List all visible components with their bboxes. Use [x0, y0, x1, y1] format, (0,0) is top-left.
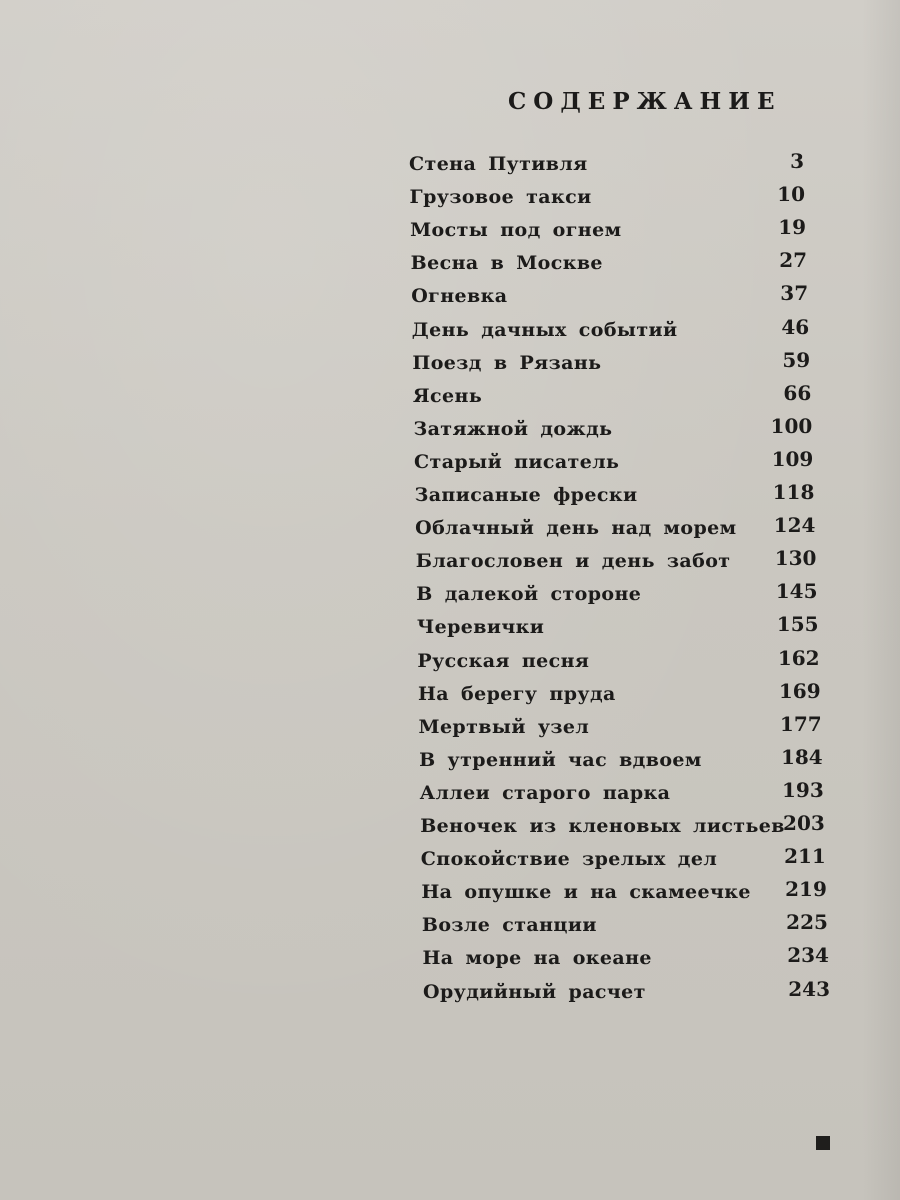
toc-entry	[423, 976, 900, 1013]
toc-entry	[410, 248, 891, 284]
toc-entry-title: Огневка	[411, 285, 508, 308]
toc-entry-title: Орудийный расчет	[423, 980, 646, 1003]
toc-entry-page-number: 177	[779, 711, 822, 736]
toc-entry-page-number: 19	[778, 215, 807, 240]
toc-entry	[419, 744, 899, 781]
toc-entry	[417, 645, 897, 682]
toc-entry-title: В утренний час вдвоем	[419, 748, 702, 771]
toc-entry-page-number: 234	[787, 943, 829, 968]
toc-entry	[412, 380, 893, 417]
toc-entry	[421, 910, 900, 946]
toc-entry	[417, 678, 898, 715]
toc-entry-page-number: 184	[780, 744, 823, 769]
toc-entry-page-number: 124	[773, 513, 816, 538]
toc-entry-page-number: 169	[778, 678, 821, 703]
toc-entry	[416, 579, 896, 615]
toc-entry-page-number: 155	[776, 612, 819, 637]
toc-entry-title: Записаные фрески	[414, 484, 638, 506]
toc-entry	[415, 513, 895, 549]
toc-entry	[420, 811, 900, 847]
toc-entry-page-number: 46	[781, 314, 810, 339]
toc-entry-page-number: 10	[777, 182, 806, 207]
toc-entry-title: Мосты под огнем	[410, 219, 622, 242]
toc-entry-page-number: 37	[780, 281, 809, 306]
toc-entry-title: Черевички	[416, 616, 545, 639]
toc-entry-title: День дачных событий	[411, 318, 678, 341]
toc-entry	[414, 480, 895, 516]
toc-entry-title: На берегу пруда	[417, 682, 616, 705]
toc-entry-title: Поезд в Рязань	[412, 351, 602, 374]
toc-entry-page-number: 130	[774, 546, 817, 571]
toc-entry-page-number: 118	[772, 480, 815, 504]
toc-entry-page-number: 109	[771, 446, 814, 471]
toc-entry-title: Затяжной дождь	[413, 417, 613, 440]
toc-entry-page-number: 59	[782, 347, 811, 372]
toc-entry-page-number: 3	[790, 149, 804, 173]
toc-entry	[420, 844, 900, 880]
toc-entry-page-number: 225	[786, 910, 828, 935]
toc-entry-title: Облачный день над морем	[415, 517, 737, 540]
toc-entry-title: Русская песня	[417, 649, 590, 672]
toc-entry-title: Благословен и день забот	[415, 550, 731, 573]
toc-entry-page-number: 203	[783, 811, 825, 835]
toc-entry-page-number: 145	[775, 579, 818, 604]
toc-entry-page-number: 162	[777, 645, 820, 670]
toc-entry	[422, 943, 900, 979]
toc-entry-title: Грузовое такси	[409, 186, 592, 209]
toc-entry-title: Спокойствие зрелых дел	[420, 848, 718, 871]
toc-entry	[414, 446, 894, 483]
toc-entry-title: На море на океане	[422, 947, 652, 970]
toc-entry	[418, 711, 899, 748]
toc-heading: СОДЕРЖАНИЕ	[508, 88, 782, 115]
toc-entry-page-number: 193	[781, 777, 824, 802]
toc-entry-title: Весна в Москве	[410, 252, 603, 275]
toc-entry	[416, 612, 897, 648]
toc-entry-page-number: 27	[779, 248, 808, 273]
toc-entry	[413, 413, 893, 450]
toc-entry-title: В далекой стороне	[416, 583, 642, 606]
toc-entry-title: Старый писатель	[414, 450, 620, 473]
toc-entry	[410, 215, 890, 251]
toc-entry-page-number: 66	[783, 380, 812, 405]
toc-entry	[409, 182, 890, 218]
toc-entry-title: Аллеи старого парка	[419, 781, 671, 804]
toc-entry-title: Стена Путивля	[409, 153, 588, 175]
toc-entry	[421, 877, 900, 913]
toc-entry-page-number: 100	[770, 413, 813, 438]
toc-entry	[409, 149, 889, 185]
printer-mark	[816, 1136, 830, 1150]
toc-entry-page-number: 219	[785, 877, 827, 902]
toc-entry-page-number: 211	[784, 844, 826, 869]
toc-entry	[412, 347, 892, 384]
toc-entry-page-number: 243	[788, 976, 830, 1001]
toc-entry-title: Веночек из кленовых листьев	[420, 815, 785, 837]
toc-entry	[415, 546, 896, 582]
toc-entry-title: Ясень	[412, 384, 483, 407]
toc-entry-title: На опушке и на скамеечке	[421, 881, 751, 904]
toc-entry-title: Мертвый узел	[418, 715, 590, 738]
toc-entry	[411, 314, 892, 351]
toc-entry	[411, 281, 891, 317]
toc-entry	[419, 777, 900, 814]
toc-entry-title: Возле станции	[421, 914, 597, 937]
